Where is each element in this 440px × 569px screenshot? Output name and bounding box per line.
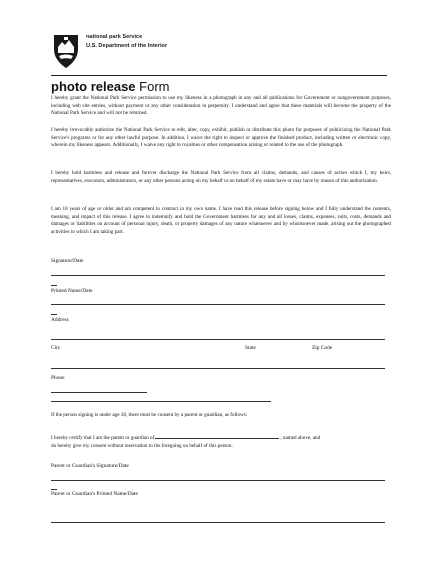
nps-arrowhead-icon [51, 33, 81, 69]
signature-date-label: Signature/Date [51, 258, 84, 264]
printed-name-date-label: Printed Name/Date [51, 288, 93, 294]
paragraph-authorize: I hereby irrevocably authorize the National Park Service to edit, alter, copy, exhibit, publish or distribute this photo for purposes of publicizing the National Park Service's programs or for any other lawful purpose. In addition, I waive the right to inspect or approve the finished product, including written or electronic copy, wherein my likeness appears. Additionally, I waive any right to royalties or other compensation arising or related to the use of the photograph. [51, 127, 391, 148]
state-label: State [245, 345, 256, 351]
minor-consent-intro: If the person signing is under age 18, there must be consent by a parent or guardian, as follows: [51, 412, 248, 418]
form-title-rest: Form [135, 79, 170, 94]
form-title-bold: photo release [51, 79, 136, 94]
guardian-name-blank[interactable] [155, 433, 279, 439]
phone-line-1[interactable] [51, 392, 147, 393]
agency-name [86, 33, 167, 50]
paragraph-grant: I hereby grant the National Park Service permission to use my likeness in a photograph in any and all publications for Government or nongovernment purposes, including web site entries, without payment or any other consideration in perpetuity. I understand and agree that these materials will become the property of the National Park Service and will not be returned. [51, 95, 391, 116]
phone-line-2[interactable] [51, 401, 271, 402]
zip-code-label: Zip Code [312, 345, 333, 351]
field-marker [51, 489, 57, 490]
guardian-printed-name-label: Parent or Guardian's Printed Name/Date [51, 491, 138, 497]
minor-consent-text: do hereby give my consent without reservation to the foregoing on behalf of this person. [51, 443, 233, 449]
printed-name-date-line[interactable] [51, 304, 385, 305]
certify-text-a: I hereby certify that I am the parent or guardian of [51, 435, 155, 441]
minor-certify-line [51, 433, 320, 442]
city-state-zip-line[interactable] [51, 368, 385, 369]
signature-date-line[interactable] [51, 275, 385, 276]
certify-text-b: , named above, and [280, 435, 321, 441]
paragraph-age: I am 18 years of age or older and am competent to contract in my own name. I have read this release before signing below and I fully understand the contents, meaning, and impact of this release. I agree to indemnify and hold the Government harmless for any and all losses, claims, expenses, suits, costs, demands and damages or liabilities on account of personal injury, death, or property damages of any nature whatsoever and by whomsoever made, arising out the photographed activities in which I am taking part. [51, 206, 391, 235]
guardian-signature-label: Parent or Guardian's Signature/Date [51, 463, 129, 469]
address-line[interactable] [51, 339, 385, 340]
guardian-signature-line[interactable] [51, 480, 385, 481]
paragraph-release: I hereby hold harmless and release and forever discharge the National Park Service from all claims, demands, and causes of action which I, my heirs, representatives, executors, administrators, or any other persons acting on my behalf or on behalf of my estate have or may have by reason of this authorization. [51, 170, 391, 184]
guardian-printed-name-line[interactable] [51, 522, 385, 523]
city-label: City [51, 345, 61, 351]
address-label: Address [51, 317, 69, 323]
agency-line-2: U.S. Department of the Interior [86, 42, 168, 49]
phone-label: Phone [51, 375, 65, 381]
header-rule [51, 75, 387, 76]
form-title [51, 79, 169, 94]
field-marker [51, 285, 57, 286]
field-marker [51, 314, 57, 315]
agency-line-1: national park Service [86, 34, 143, 40]
